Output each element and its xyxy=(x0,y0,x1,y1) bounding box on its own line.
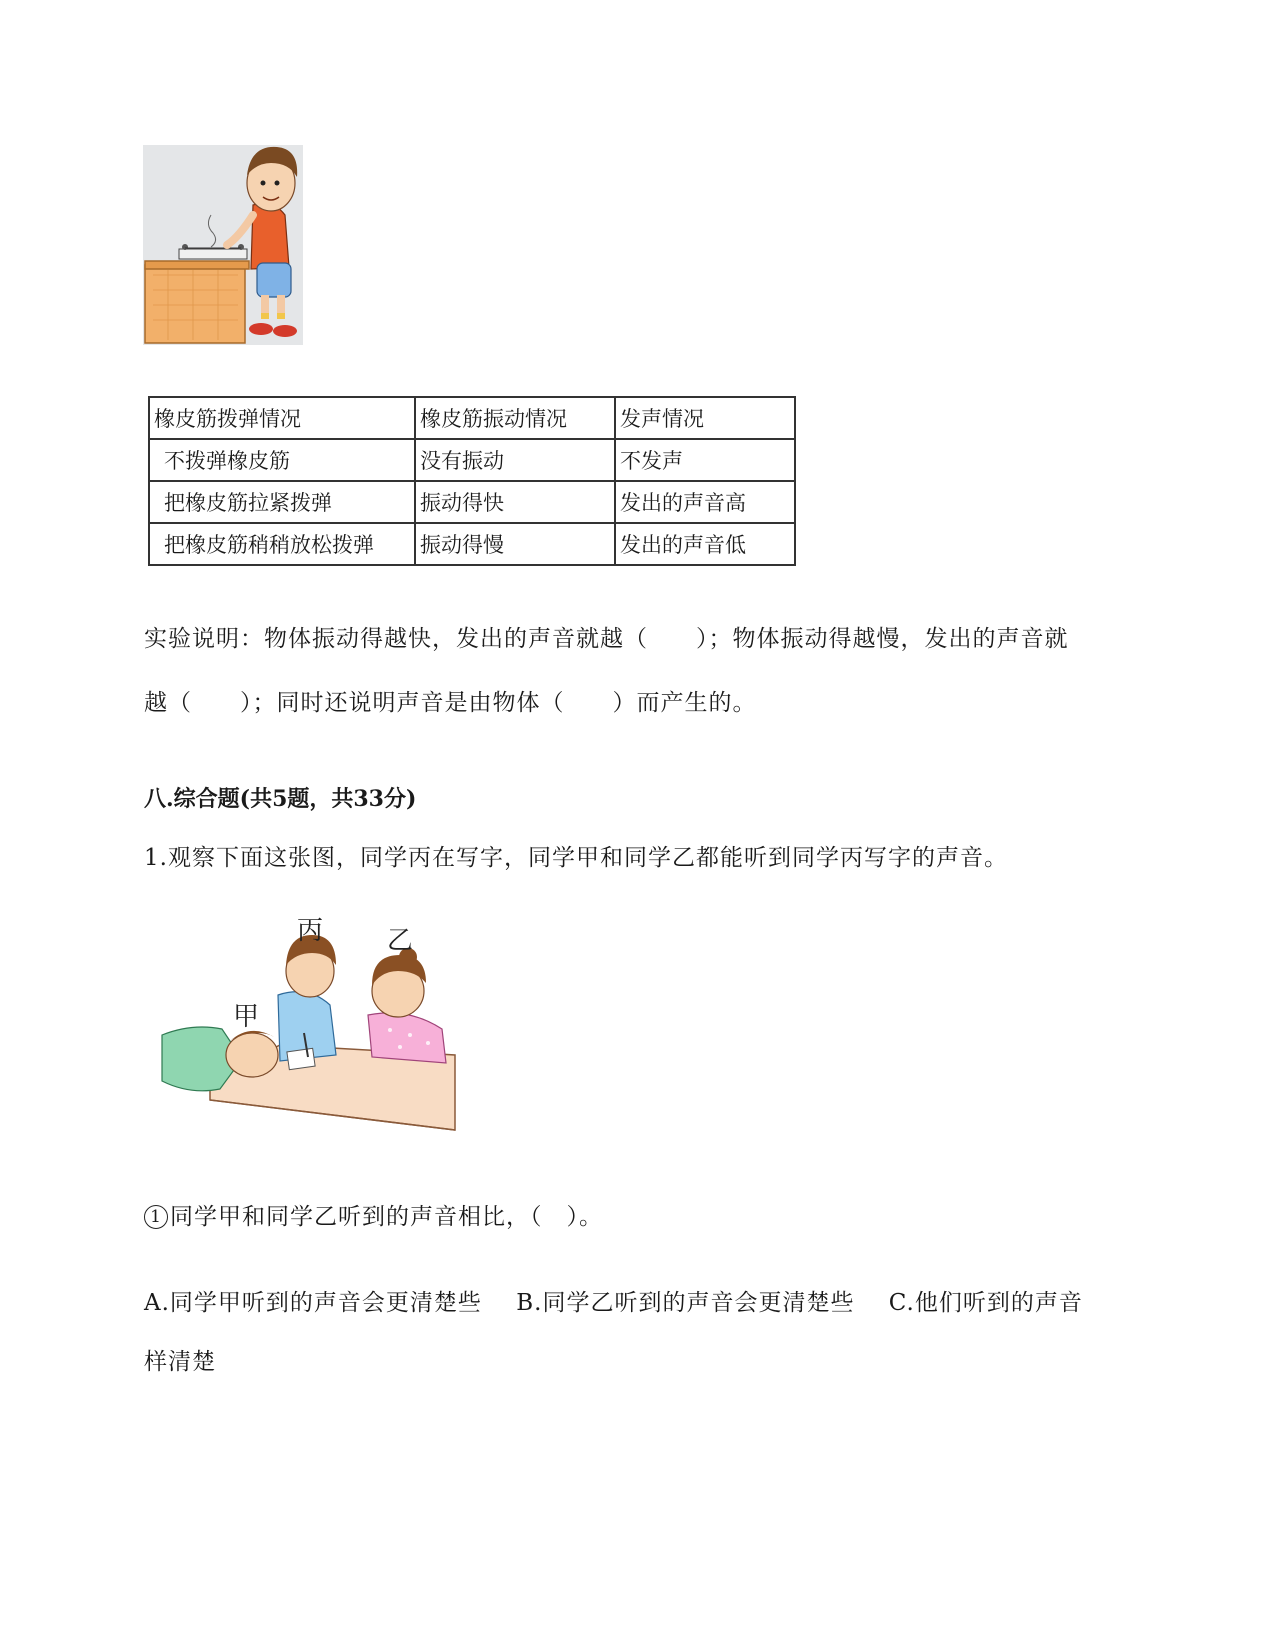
section-title: 八.综合题(共5题，共33分) xyxy=(144,786,417,812)
option-b: B.同学乙听到的声音会更清楚些 xyxy=(516,1290,855,1316)
question-stem: 1.观察下面这张图，同学丙在写字，同学甲和同学乙都能听到同学丙写字的声音。 xyxy=(144,845,1008,871)
options-line-1 xyxy=(144,1271,1083,1335)
label-bing: 丙 xyxy=(296,916,324,946)
three-students-illustration xyxy=(160,905,460,1140)
table-row xyxy=(149,439,795,481)
table-cell: 不发声 xyxy=(615,439,795,481)
boy-plucking-illustration xyxy=(143,145,303,345)
table-cell: 振动得慢 xyxy=(415,523,615,565)
table-cell: 不拨弹橡皮筋 xyxy=(149,439,415,481)
options-line-2: 样清楚 xyxy=(144,1349,216,1375)
option-c: C.他们听到的声音 xyxy=(888,1290,1083,1316)
table-cell: 没有振动 xyxy=(415,439,615,481)
experiment-table xyxy=(148,396,796,566)
conclusion-line-2: 越（ ）；同时还说明声音是由物体（ ）而产生的。 xyxy=(144,690,757,716)
table-cell: 把橡皮筋稍稍放松拨弹 xyxy=(149,523,415,565)
label-jia: 甲 xyxy=(232,1002,260,1032)
subquestion-1 xyxy=(144,1185,603,1249)
subquestion-1-text: 同学甲和同学乙听到的声音相比，（ ）。 xyxy=(170,1204,603,1230)
label-yi: 乙 xyxy=(386,926,414,956)
circled-number: 1 xyxy=(144,1205,168,1229)
table-cell: 振动得快 xyxy=(415,481,615,523)
table-cell: 把橡皮筋拉紧拨弹 xyxy=(149,481,415,523)
table-row xyxy=(149,523,795,565)
table-row xyxy=(149,481,795,523)
rubber-band-illustration xyxy=(143,145,303,345)
students-illustration xyxy=(160,905,460,1140)
table-header-cell: 橡皮筋拨弹情况 xyxy=(149,397,415,439)
table-cell: 发出的声音低 xyxy=(615,523,795,565)
conclusion-line-1: 实验说明：物体振动得越快，发出的声音就越（ ）；物体振动得越慢，发出的声音就 xyxy=(144,626,1069,652)
table-header-row xyxy=(149,397,795,439)
table-cell: 发出的声音高 xyxy=(615,481,795,523)
option-a: A.同学甲听到的声音会更清楚些 xyxy=(144,1290,482,1316)
table-header-cell: 发声情况 xyxy=(615,397,795,439)
table-header-cell: 橡皮筋振动情况 xyxy=(415,397,615,439)
